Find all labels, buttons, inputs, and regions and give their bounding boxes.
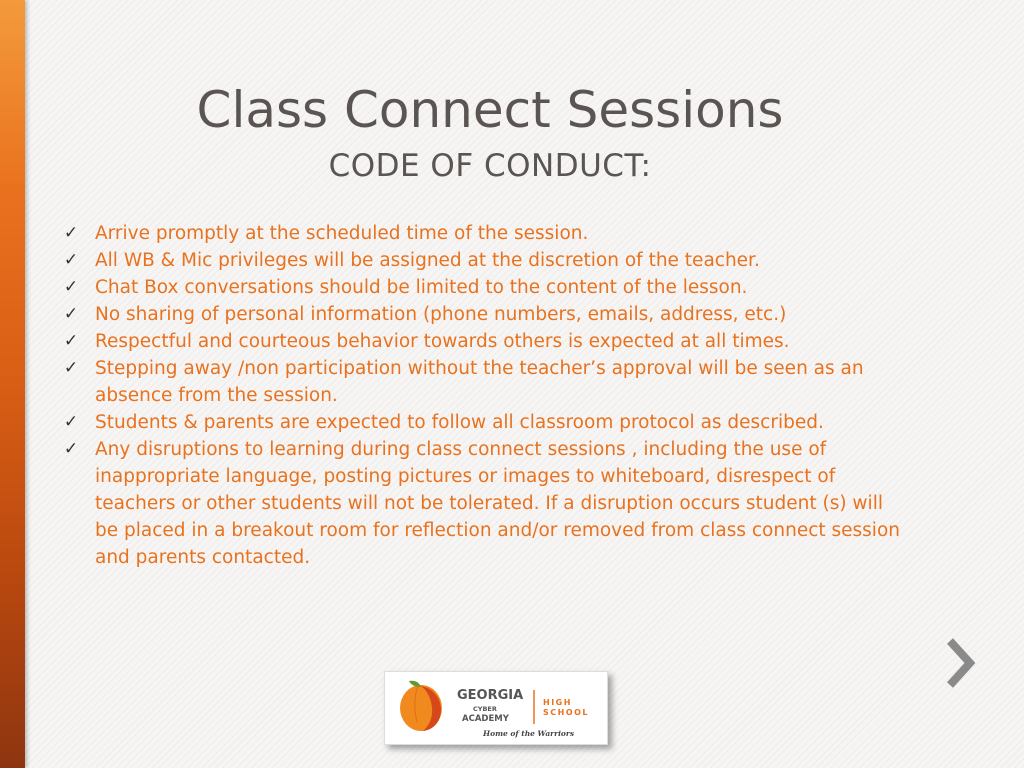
rule-text: All WB & Mic privileges will be assigned at the discretion of the teacher. xyxy=(95,250,760,271)
logo-cyber: CYBER xyxy=(473,705,497,713)
checkmark-icon: ✓ xyxy=(63,250,79,270)
checkmark-icon: ✓ xyxy=(63,412,79,432)
list-item xyxy=(60,328,910,355)
rule-text: Arrive promptly at the scheduled time of the session. xyxy=(95,223,589,244)
checkmark-icon: ✓ xyxy=(63,223,79,243)
list-item xyxy=(60,274,910,301)
rule-text: Students & parents are expected to follow all classroom protocol as described. xyxy=(95,412,824,433)
left-accent-bar xyxy=(0,0,25,768)
logo-tagline: Home of the Warriors xyxy=(483,729,575,738)
code-of-conduct-list xyxy=(60,220,910,571)
rule-text: Chat Box conversations should be limited to the content of the lesson. xyxy=(95,277,748,298)
list-item xyxy=(60,409,910,436)
list-item xyxy=(60,220,910,247)
checkmark-icon: ✓ xyxy=(63,439,79,459)
logo-academy: ACADEMY xyxy=(462,714,509,724)
slide-subtitle: CODE OF CONDUCT: xyxy=(328,148,652,184)
checkmark-icon: ✓ xyxy=(63,304,79,324)
rule-text: Respectful and courteous behavior towards others is expected at all times. xyxy=(95,331,790,352)
peach-icon xyxy=(400,681,442,731)
list-item xyxy=(60,301,910,328)
list-item xyxy=(60,355,910,409)
checkmark-icon: ✓ xyxy=(63,331,79,351)
logo-school: SCHOOL xyxy=(543,708,590,717)
rule-text: Stepping away /non participation without the teacher’s approval will be seen as an absence from the session. xyxy=(95,358,864,406)
list-item xyxy=(60,436,910,571)
next-slide-button[interactable] xyxy=(940,633,980,693)
chevron-right-icon xyxy=(940,633,980,693)
slide-title: Class Connect Sessions xyxy=(196,81,784,139)
checkmark-icon: ✓ xyxy=(63,358,79,378)
list-item xyxy=(60,247,910,274)
checkmark-icon: ✓ xyxy=(63,277,79,297)
logo-georgia: GEORGIA xyxy=(457,688,524,703)
rule-text: No sharing of personal information (phone numbers, emails, address, etc.) xyxy=(95,304,787,325)
rule-text: Any disruptions to learning during class connect sessions , including the use of inappropriate language, posting pictures or images to whiteboard, disrespect of teachers or other students will not be tolerated. If a disruption occurs student (s) will be placed in a breakout room for reflection and/or removed from class connect session and parents contacted. xyxy=(95,439,900,568)
logo-high: HIGH xyxy=(543,698,572,707)
school-logo xyxy=(384,671,608,745)
